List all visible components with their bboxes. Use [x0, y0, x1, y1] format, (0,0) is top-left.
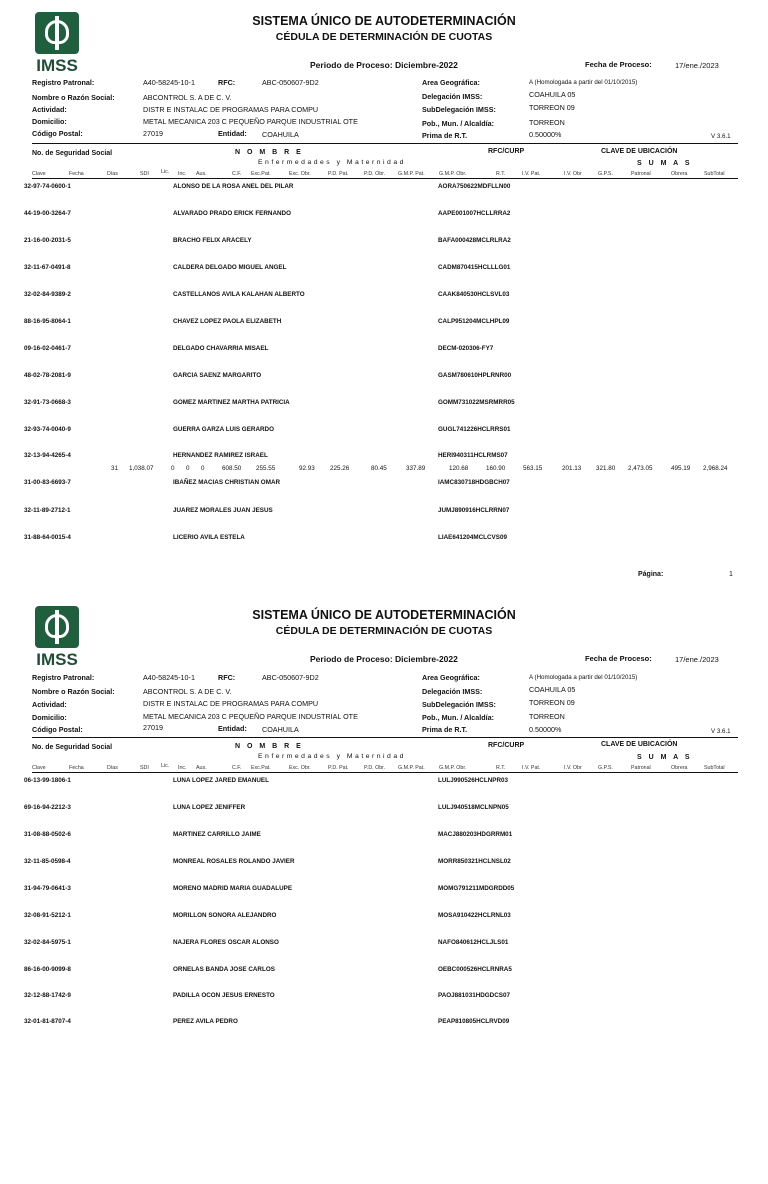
- delegacion-label: Delegación IMSS:: [422, 92, 483, 101]
- fecha-proceso-label: Fecha de Proceso:: [585, 654, 652, 663]
- num-gps: 321.80: [596, 465, 616, 472]
- nss: 32-11-85-0598-4: [24, 858, 71, 865]
- registro-value: A40-58245-10-1: [143, 673, 195, 682]
- num-gmp-obr: 120.68: [449, 465, 469, 472]
- delegacion-label: Delegación IMSS:: [422, 687, 483, 696]
- sub-clave: Clave: [32, 765, 46, 771]
- divider: [32, 772, 738, 773]
- domicilio-label: Domicilio:: [32, 713, 67, 722]
- nss: 32-08-91-5212-1: [24, 912, 71, 919]
- sub-cf: C.F.: [232, 171, 242, 177]
- area-label: Area Geográfica:: [422, 78, 480, 87]
- document-title: SISTEMA ÚNICO DE AUTODETERMINACIÓN: [252, 14, 516, 28]
- nombre: LICERIO AVILA ESTELA: [173, 534, 245, 541]
- table-row: [0, 831, 768, 843]
- num-dias: 31: [111, 465, 119, 472]
- sub-dias: Días: [107, 765, 118, 771]
- curp: CAAK840530HCLSVL03: [438, 291, 510, 298]
- nss: 86-16-00-9099-8: [24, 966, 71, 973]
- cp-value: 27019: [143, 723, 163, 732]
- divider: [32, 737, 738, 738]
- actividad-value: DISTR E INSTALAC DE PROGRAMAS PARA COMPU: [143, 699, 319, 708]
- sub-clave: Clave: [32, 171, 46, 177]
- nombre: JUAREZ MORALES JUAN JESUS: [173, 507, 273, 514]
- domicilio-value: METAL MECANICA 203 C PEQUEÑO PARQUE INDUSTRIAL OTE: [143, 712, 358, 721]
- nombre-label: Nombre o Razón Social:: [32, 687, 115, 696]
- nss: 31-88-64-0015-4: [24, 534, 71, 541]
- table-row: [0, 777, 768, 789]
- sub-obrera: Obrera: [671, 765, 688, 771]
- document-title: SISTEMA ÚNICO DE AUTODETERMINACIÓN: [252, 608, 516, 622]
- table-row: [0, 399, 768, 411]
- nombre: HERNANDEZ RAMIREZ ISRAEL: [173, 452, 268, 459]
- table-row: [0, 479, 768, 491]
- cp-value: 27019: [143, 129, 163, 138]
- col-rfc-curp: RFC/CURP: [488, 742, 525, 749]
- curp: MOMG791211MDGRDD05: [438, 885, 515, 892]
- sub-exc-pat: Exc.Pat.: [251, 765, 271, 771]
- nombre-label: Nombre o Razón Social:: [32, 93, 115, 102]
- delegacion-value: COAHUILA 05: [529, 685, 576, 694]
- sub-iv-obr: I.V. Obr: [564, 171, 582, 177]
- table-row: [0, 372, 768, 384]
- col-nss: No. de Seguridad Social: [32, 744, 113, 751]
- nss: 32-13-94-4265-4: [24, 452, 71, 459]
- nombre: MORILLON SONORA ALEJANDRO: [173, 912, 277, 919]
- sub-sdi: SDI: [140, 171, 149, 177]
- curp: JUMJ890916HCLRRN07: [438, 507, 510, 514]
- nss: 88-16-95-8064-1: [24, 318, 71, 325]
- sub-pd-pat: P.D. Pat.: [328, 765, 349, 771]
- nombre: GARCIA SAENZ MARGARITO: [173, 372, 262, 379]
- curp: DECM-020306-FY7: [438, 345, 494, 352]
- area-value: A (Homologada a partir del 01/10/2015): [529, 79, 638, 86]
- curp: PEAP810805HCLRVD09: [438, 1018, 510, 1025]
- table-row: [0, 210, 768, 222]
- num-exc-pat: 255.55: [256, 465, 276, 472]
- fecha-proceso-label: Fecha de Proceso:: [585, 60, 652, 69]
- nombre: LUNA LOPEZ JENIFFER: [173, 804, 246, 811]
- nombre: PEREZ AVILA PEDRO: [173, 1018, 238, 1025]
- nss: 32-11-67-0491-8: [24, 264, 71, 271]
- col-nombre: N O M B R E: [235, 149, 304, 156]
- subdelegacion-label: SubDelegación IMSS:: [422, 105, 496, 114]
- nss: 32-11-89-2712-1: [24, 507, 71, 514]
- nombre: MONREAL ROSALES ROLANDO JAVIER: [173, 858, 295, 865]
- nombre: CASTELLANOS AVILA KALAHAN ALBERTO: [173, 291, 305, 298]
- subdelegacion-value: TORREON 09: [529, 103, 575, 112]
- pob-label: Pob., Mun. / Alcaldía:: [422, 713, 495, 722]
- table-row: [0, 264, 768, 276]
- pob-value: TORREON: [529, 118, 565, 127]
- sub-sdi: SDI: [140, 765, 149, 771]
- num-inc: 0: [186, 465, 190, 472]
- curp: LIAE641204MCLCVS09: [438, 534, 507, 541]
- sub-obrera: Obrera: [671, 171, 688, 177]
- nss: 06-13-99-1806-1: [24, 777, 71, 784]
- curp: NAFO840612HCLJLS01: [438, 939, 509, 946]
- num-exc-obr: 92.93: [299, 465, 315, 472]
- table-row: [0, 804, 768, 816]
- curp: PAOJ881031HDGDCS07: [438, 992, 510, 999]
- area-label: Area Geográfica:: [422, 673, 480, 682]
- sub-rt: R.T.: [496, 765, 506, 771]
- curp: LULJ940518MCLNPN05: [438, 804, 509, 811]
- entidad-label: Entidad:: [218, 724, 247, 733]
- sub-gps: G.P.S.: [598, 765, 613, 771]
- periodo-proceso: Periodo de Proceso: Diciembre-2022: [310, 654, 458, 664]
- nombre: GUERRA GARZA LUIS GERARDO: [173, 426, 274, 433]
- rfc-label: RFC:: [218, 673, 236, 682]
- sub-iv-pat: I.V. Pat.: [522, 765, 541, 771]
- sub-pd-obr: P.D. Obr.: [364, 765, 386, 771]
- sub-cf: C.F.: [232, 765, 242, 771]
- sub-fecha: Fecha: [69, 171, 84, 177]
- curp: GOMM731022MSRMRR05: [438, 399, 515, 406]
- table-row: [0, 534, 768, 546]
- nombre: PADILLA OCON JESUS ERNESTO: [173, 992, 275, 999]
- nss: 31-08-88-0502-6: [24, 831, 71, 838]
- sub-patronal: Patronal: [631, 171, 651, 177]
- sub-gmp-pat: G.M.P. Pat.: [398, 765, 425, 771]
- domicilio-label: Domicilio:: [32, 117, 67, 126]
- curp: CADM870415HCLLLG01: [438, 264, 511, 271]
- nss: 32-01-81-8707-4: [24, 1018, 71, 1025]
- table-row: [0, 966, 768, 978]
- periodo-proceso: Periodo de Proceso: Diciembre-2022: [310, 60, 458, 70]
- subdelegacion-value: TORREON 09: [529, 698, 575, 707]
- sub-exc-obr: Exc. Obr.: [289, 171, 311, 177]
- prima-value: 0.50000%: [529, 725, 562, 734]
- curp: MOSA910422HCLRNL03: [438, 912, 511, 919]
- nombre: MORENO MADRID MARIA GUADALUPE: [173, 885, 293, 892]
- num-iv-pat: 563.15: [523, 465, 543, 472]
- nombre: ORNELAS BANDA JOSE CARLOS: [173, 966, 275, 973]
- sub-pd-obr: P.D. Obr.: [364, 171, 386, 177]
- col-sumas: S U M A S: [637, 754, 693, 761]
- prima-label: Prima de R.T.: [422, 725, 468, 734]
- pagina-value: 1: [729, 571, 733, 578]
- nss: 09-16-02-0461-7: [24, 345, 71, 352]
- nombre: CALDERA DELGADO MIGUEL ANGEL: [173, 264, 287, 271]
- nombre: DELGADO CHAVARRIA MISAEL: [173, 345, 269, 352]
- nss: 69-16-94-2212-3: [24, 804, 71, 811]
- nombre: GOMEZ MARTINEZ MARTHA PATRICIA: [173, 399, 290, 406]
- table-row: [0, 318, 768, 330]
- sub-inc: Inc.: [178, 171, 187, 177]
- prima-label: Prima de R.T.: [422, 131, 468, 140]
- nss: 32-93-74-0040-9: [24, 426, 71, 433]
- page-1: [0, 0, 768, 590]
- sub-iv-pat: I.V. Pat.: [522, 171, 541, 177]
- nss: 31-94-79-0641-3: [24, 885, 71, 892]
- curp: GASM780610HPLRNR00: [438, 372, 512, 379]
- num-iv-obr: 201.13: [562, 465, 582, 472]
- curp: IAMC830718HDGBCH07: [438, 479, 510, 486]
- pob-value: TORREON: [529, 712, 565, 721]
- col-sumas: S U M A S: [637, 160, 693, 167]
- curp: CALP951204MCLHPL09: [438, 318, 510, 325]
- table-row: [0, 992, 768, 1004]
- subdelegacion-label: SubDelegación IMSS:: [422, 700, 496, 709]
- curp: GUGL741226HCLRRS01: [438, 426, 511, 433]
- sub-rt: R.T.: [496, 171, 506, 177]
- nombre: IBAÑEZ MACIAS CHRISTIAN OMAR: [173, 479, 281, 486]
- curp: MACJ880203HDGRRM01: [438, 831, 513, 838]
- curp: MORR850321HCLNSL02: [438, 858, 511, 865]
- num-aus: 0: [201, 465, 205, 472]
- table-row: [0, 885, 768, 897]
- num-pd-obr: 80.45: [371, 465, 387, 472]
- nss: 32-91-73-0668-3: [24, 399, 71, 406]
- rfc-value: ABC-050607-9D2: [262, 78, 319, 87]
- version: V 3.6.1: [711, 133, 731, 140]
- domicilio-value: METAL MECANICA 203 C PEQUEÑO PARQUE INDUSTRIAL OTE: [143, 117, 358, 126]
- col-nombre: N O M B R E: [235, 743, 304, 750]
- sub-subtotal: SubTotal: [704, 765, 725, 771]
- nss: 21-16-00-2031-5: [24, 237, 71, 244]
- nombre: NAJERA FLORES OSCAR ALONSO: [173, 939, 279, 946]
- pob-label: Pob., Mun. / Alcaldía:: [422, 119, 495, 128]
- fecha-proceso-value: 17/ene./2023: [675, 61, 719, 70]
- divider: [32, 143, 738, 144]
- entidad-value: COAHUILA: [262, 130, 299, 139]
- col-clave-ubicacion: CLAVE DE UBICACIÓN: [601, 741, 678, 748]
- sub-lic: Lic.: [161, 169, 170, 175]
- curp: AAPE001007HCLLRRA2: [438, 210, 511, 217]
- num-obrera: 495.19: [671, 465, 691, 472]
- version: V 3.6.1: [711, 728, 731, 735]
- nss: 32-02-84-5975-1: [24, 939, 71, 946]
- nombre: MARTINEZ CARRILLO JAIME: [173, 831, 261, 838]
- rfc-value: ABC-050607-9D2: [262, 673, 319, 682]
- nss: 32-12-88-1742-9: [24, 992, 71, 999]
- table-row: [0, 426, 768, 438]
- entidad-value: COAHUILA: [262, 725, 299, 734]
- sub-aus: Aus.: [196, 765, 207, 771]
- registro-label: Registro Patronal:: [32, 78, 95, 87]
- logo-text: IMSS: [36, 650, 78, 669]
- pagina-label: Página:: [638, 571, 664, 578]
- curp: HERI940311HCLRMS07: [438, 452, 508, 459]
- nss: 31-00-83-6693-7: [24, 479, 71, 486]
- delegacion-value: COAHUILA 05: [529, 90, 576, 99]
- prima-value: 0.50000%: [529, 130, 562, 139]
- table-row: [0, 939, 768, 951]
- document-subtitle: CÉDULA DE DETERMINACIÓN DE CUOTAS: [275, 625, 493, 637]
- sub-aus: Aus.: [196, 171, 207, 177]
- document-subtitle: CÉDULA DE DETERMINACIÓN DE CUOTAS: [275, 31, 493, 43]
- nss: 32-97-74-0600-1: [24, 183, 71, 190]
- actividad-value: DISTR E INSTALAC DE PROGRAMAS PARA COMPU: [143, 105, 319, 114]
- num-lic: 0: [171, 465, 175, 472]
- sub-patronal: Patronal: [631, 765, 651, 771]
- num-gmp-pat: 337.89: [406, 465, 426, 472]
- sub-gps: G.P.S.: [598, 171, 613, 177]
- sub-exc-pat: Exc.Pat.: [251, 171, 271, 177]
- num-pd-pat: 225.26: [330, 465, 350, 472]
- sub-iv-obr: I.V. Obr: [564, 765, 582, 771]
- registro-label: Registro Patronal:: [32, 673, 95, 682]
- cp-label: Código Postal:: [32, 129, 83, 138]
- logo-text: IMSS: [36, 56, 78, 75]
- nombre: ALONSO DE LA ROSA ANEL DEL PILAR: [173, 183, 294, 190]
- num-cf: 608.50: [222, 465, 242, 472]
- nss: 48-02-78-2081-9: [24, 372, 71, 379]
- area-value: A (Homologada a partir del 01/10/2015): [529, 674, 638, 681]
- curp: AORA750622MDFLLN00: [438, 183, 511, 190]
- table-row: [0, 183, 768, 195]
- entidad-label: Entidad:: [218, 129, 247, 138]
- table-row: [0, 1018, 768, 1030]
- nombre: ALVARADO PRADO ERICK FERNANDO: [173, 210, 292, 217]
- curp: LULJ990526HCLNPR03: [438, 777, 508, 784]
- actividad-label: Actividad:: [32, 700, 67, 709]
- sub-subtotal: SubTotal: [704, 171, 725, 177]
- registro-value: A40-58245-10-1: [143, 78, 195, 87]
- num-sdi: 1,038.07: [129, 465, 154, 472]
- sub-exc-obr: Exc. Obr.: [289, 765, 311, 771]
- table-row: [0, 345, 768, 357]
- col-enf-mat: Enfermedades y Maternidad: [258, 159, 406, 166]
- sub-pd-pat: P.D. Pat.: [328, 171, 349, 177]
- cp-label: Código Postal:: [32, 725, 83, 734]
- curp: BAFA000428MCLRLRA2: [438, 237, 511, 244]
- col-rfc-curp: RFC/CURP: [488, 148, 525, 155]
- nombre-value: ABCONTROL S. A DE C. V.: [143, 687, 232, 696]
- divider: [32, 178, 738, 179]
- nombre: BRACHO FELIX ARACELY: [173, 237, 252, 244]
- page-2: [0, 594, 768, 1184]
- sub-lic: Lic.: [161, 763, 170, 769]
- col-enf-mat: Enfermedades y Maternidad: [258, 753, 406, 760]
- table-row: [0, 858, 768, 870]
- table-row: [0, 912, 768, 924]
- table-row: [0, 507, 768, 519]
- sub-inc: Inc.: [178, 765, 187, 771]
- col-nss: No. de Seguridad Social: [32, 150, 113, 157]
- num-rt: 160.90: [486, 465, 506, 472]
- curp: OEBC000526HCLRNRA5: [438, 966, 512, 973]
- table-row: [0, 291, 768, 303]
- nss: 32-02-84-9389-2: [24, 291, 71, 298]
- nombre: LUNA LOPEZ JARED EMANUEL: [173, 777, 269, 784]
- nombre: CHAVEZ LOPEZ PAOLA ELIZABETH: [173, 318, 282, 325]
- num-patronal: 2,473.05: [628, 465, 653, 472]
- sub-dias: Días: [107, 171, 118, 177]
- nss: 44-19-00-3264-7: [24, 210, 71, 217]
- sub-gmp-pat: G.M.P. Pat.: [398, 171, 425, 177]
- table-row: [0, 237, 768, 249]
- sub-gmp-obr: G.M.P. Obr.: [439, 765, 467, 771]
- col-clave-ubicacion: CLAVE DE UBICACIÓN: [601, 148, 678, 155]
- nombre-value: ABCONTROL S. A DE C. V.: [143, 93, 232, 102]
- actividad-label: Actividad:: [32, 105, 67, 114]
- num-subtotal: 2,968.24: [703, 465, 728, 472]
- rfc-label: RFC:: [218, 78, 236, 87]
- table-row: [0, 452, 768, 464]
- sub-gmp-obr: G.M.P. Obr.: [439, 171, 467, 177]
- fecha-proceso-value: 17/ene./2023: [675, 655, 719, 664]
- sub-fecha: Fecha: [69, 765, 84, 771]
